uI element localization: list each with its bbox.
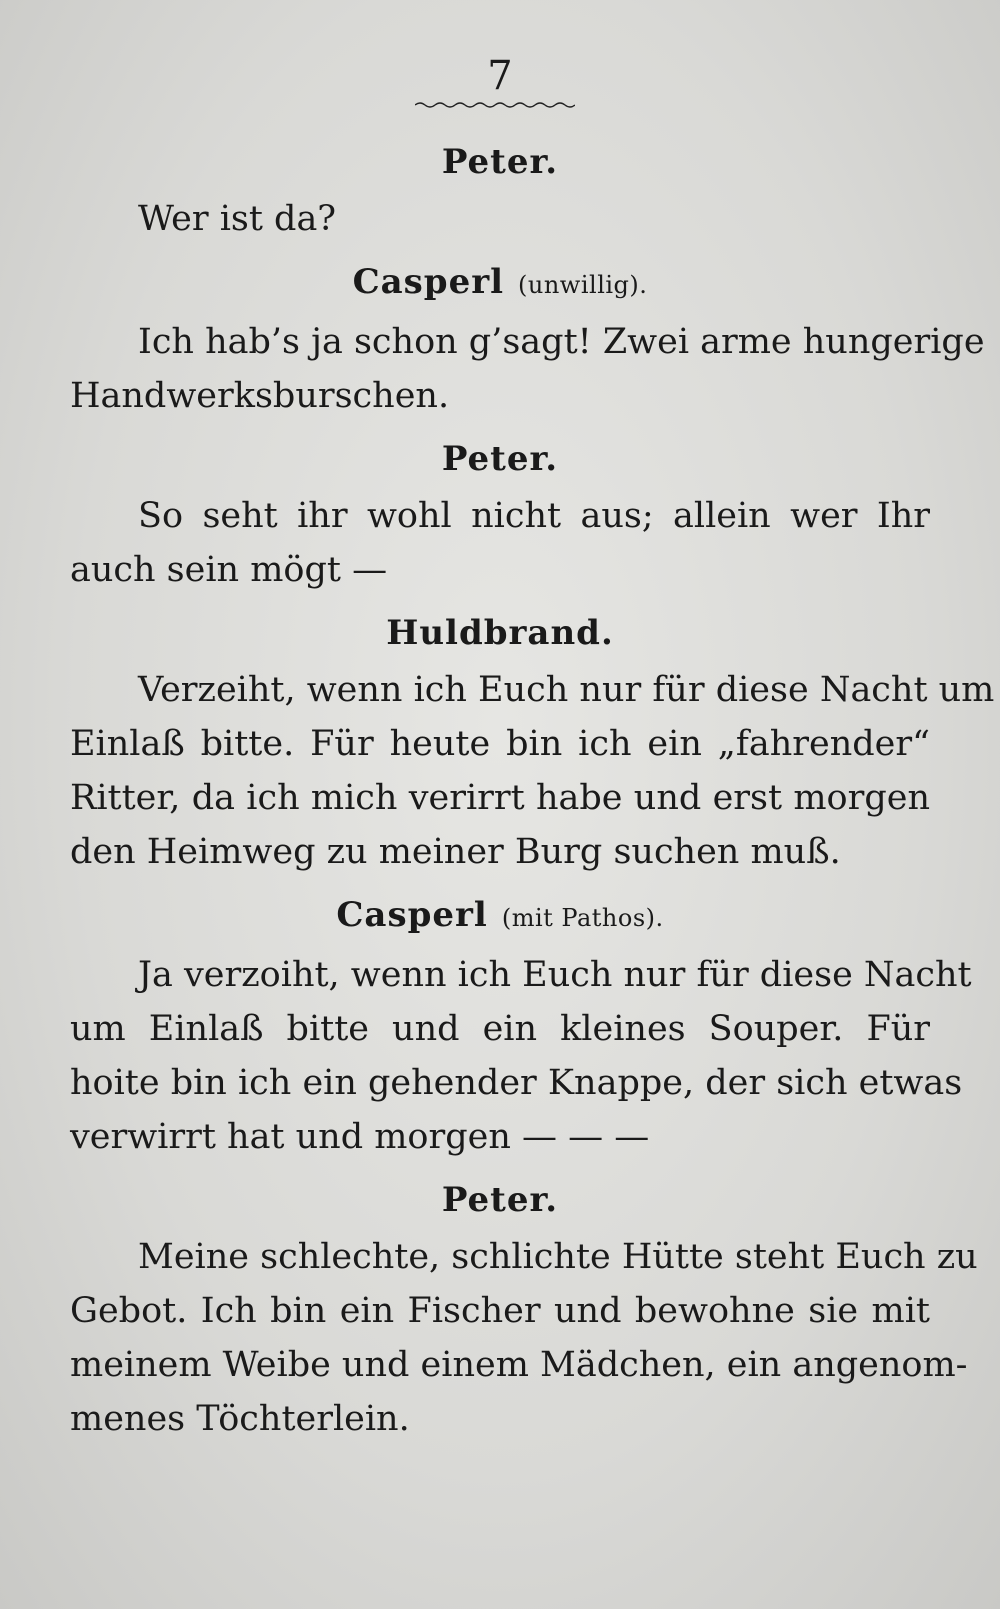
dialogue-text — [70, 140, 995, 1460]
text-line: menes Töchterlein. — [70, 1399, 410, 1439]
dialogue-block — [70, 1178, 978, 1446]
text-line: verwirrt hat und morgen — — — — [70, 1117, 650, 1157]
stage-direction: (mit Pathos). — [501, 904, 664, 932]
dialogue-block — [70, 437, 930, 597]
stage-direction: (unwillig). — [518, 271, 648, 299]
dialogue-block — [70, 260, 985, 423]
text-line: um Einlaß bitte und ein kleines Souper. Für — [70, 1009, 930, 1049]
text-line: Einlaß bitte. Für heute bin ich ein „fahrender“ — [70, 724, 930, 764]
text-line: Ritter, da ich mich verirrt habe und erst morgen — [70, 778, 930, 818]
text-line: Meine schlechte, schlichte Hütte steht Euch zu — [138, 1237, 978, 1277]
dialogue-block — [70, 893, 972, 1164]
speaker-name: Peter. — [441, 1180, 559, 1220]
speaker-name: Peter. — [441, 439, 559, 479]
text-line: meinem Weibe und einem Mädchen, ein angenom- — [70, 1345, 968, 1385]
speaker-name: Huldbrand. — [386, 613, 614, 653]
text-line: auch sein mögt — — [70, 550, 388, 590]
text-line: Wer ist da? — [138, 199, 337, 239]
text-line: Verzeiht, wenn ich Euch nur für diese Nacht um — [138, 670, 995, 710]
wavy-rule-ornament — [415, 100, 575, 110]
text-line: Ja verzoiht, wenn ich Euch nur für diese Nacht — [138, 955, 972, 995]
text-line: den Heimweg zu meiner Burg suchen muß. — [70, 832, 841, 872]
dialogue-block — [70, 611, 995, 879]
text-line: Gebot. Ich bin ein Fischer und bewohne sie mit — [70, 1291, 930, 1331]
text-line: hoite bin ich ein gehender Knappe, der sich etwas — [70, 1063, 963, 1103]
speaker-name: Casperl (mit Pathos). — [336, 895, 664, 935]
speaker-name: Casperl (unwillig). — [352, 262, 648, 302]
text-line: Ich hab’s ja schon g’sagt! Zwei arme hungerige — [138, 322, 985, 362]
text-line: So seht ihr wohl nicht aus; allein wer Ihr — [138, 496, 930, 536]
page-number: 7 — [487, 53, 513, 99]
speaker-name: Peter. — [441, 142, 559, 182]
text-line: Handwerksburschen. — [70, 376, 450, 416]
dialogue-block — [70, 140, 930, 246]
